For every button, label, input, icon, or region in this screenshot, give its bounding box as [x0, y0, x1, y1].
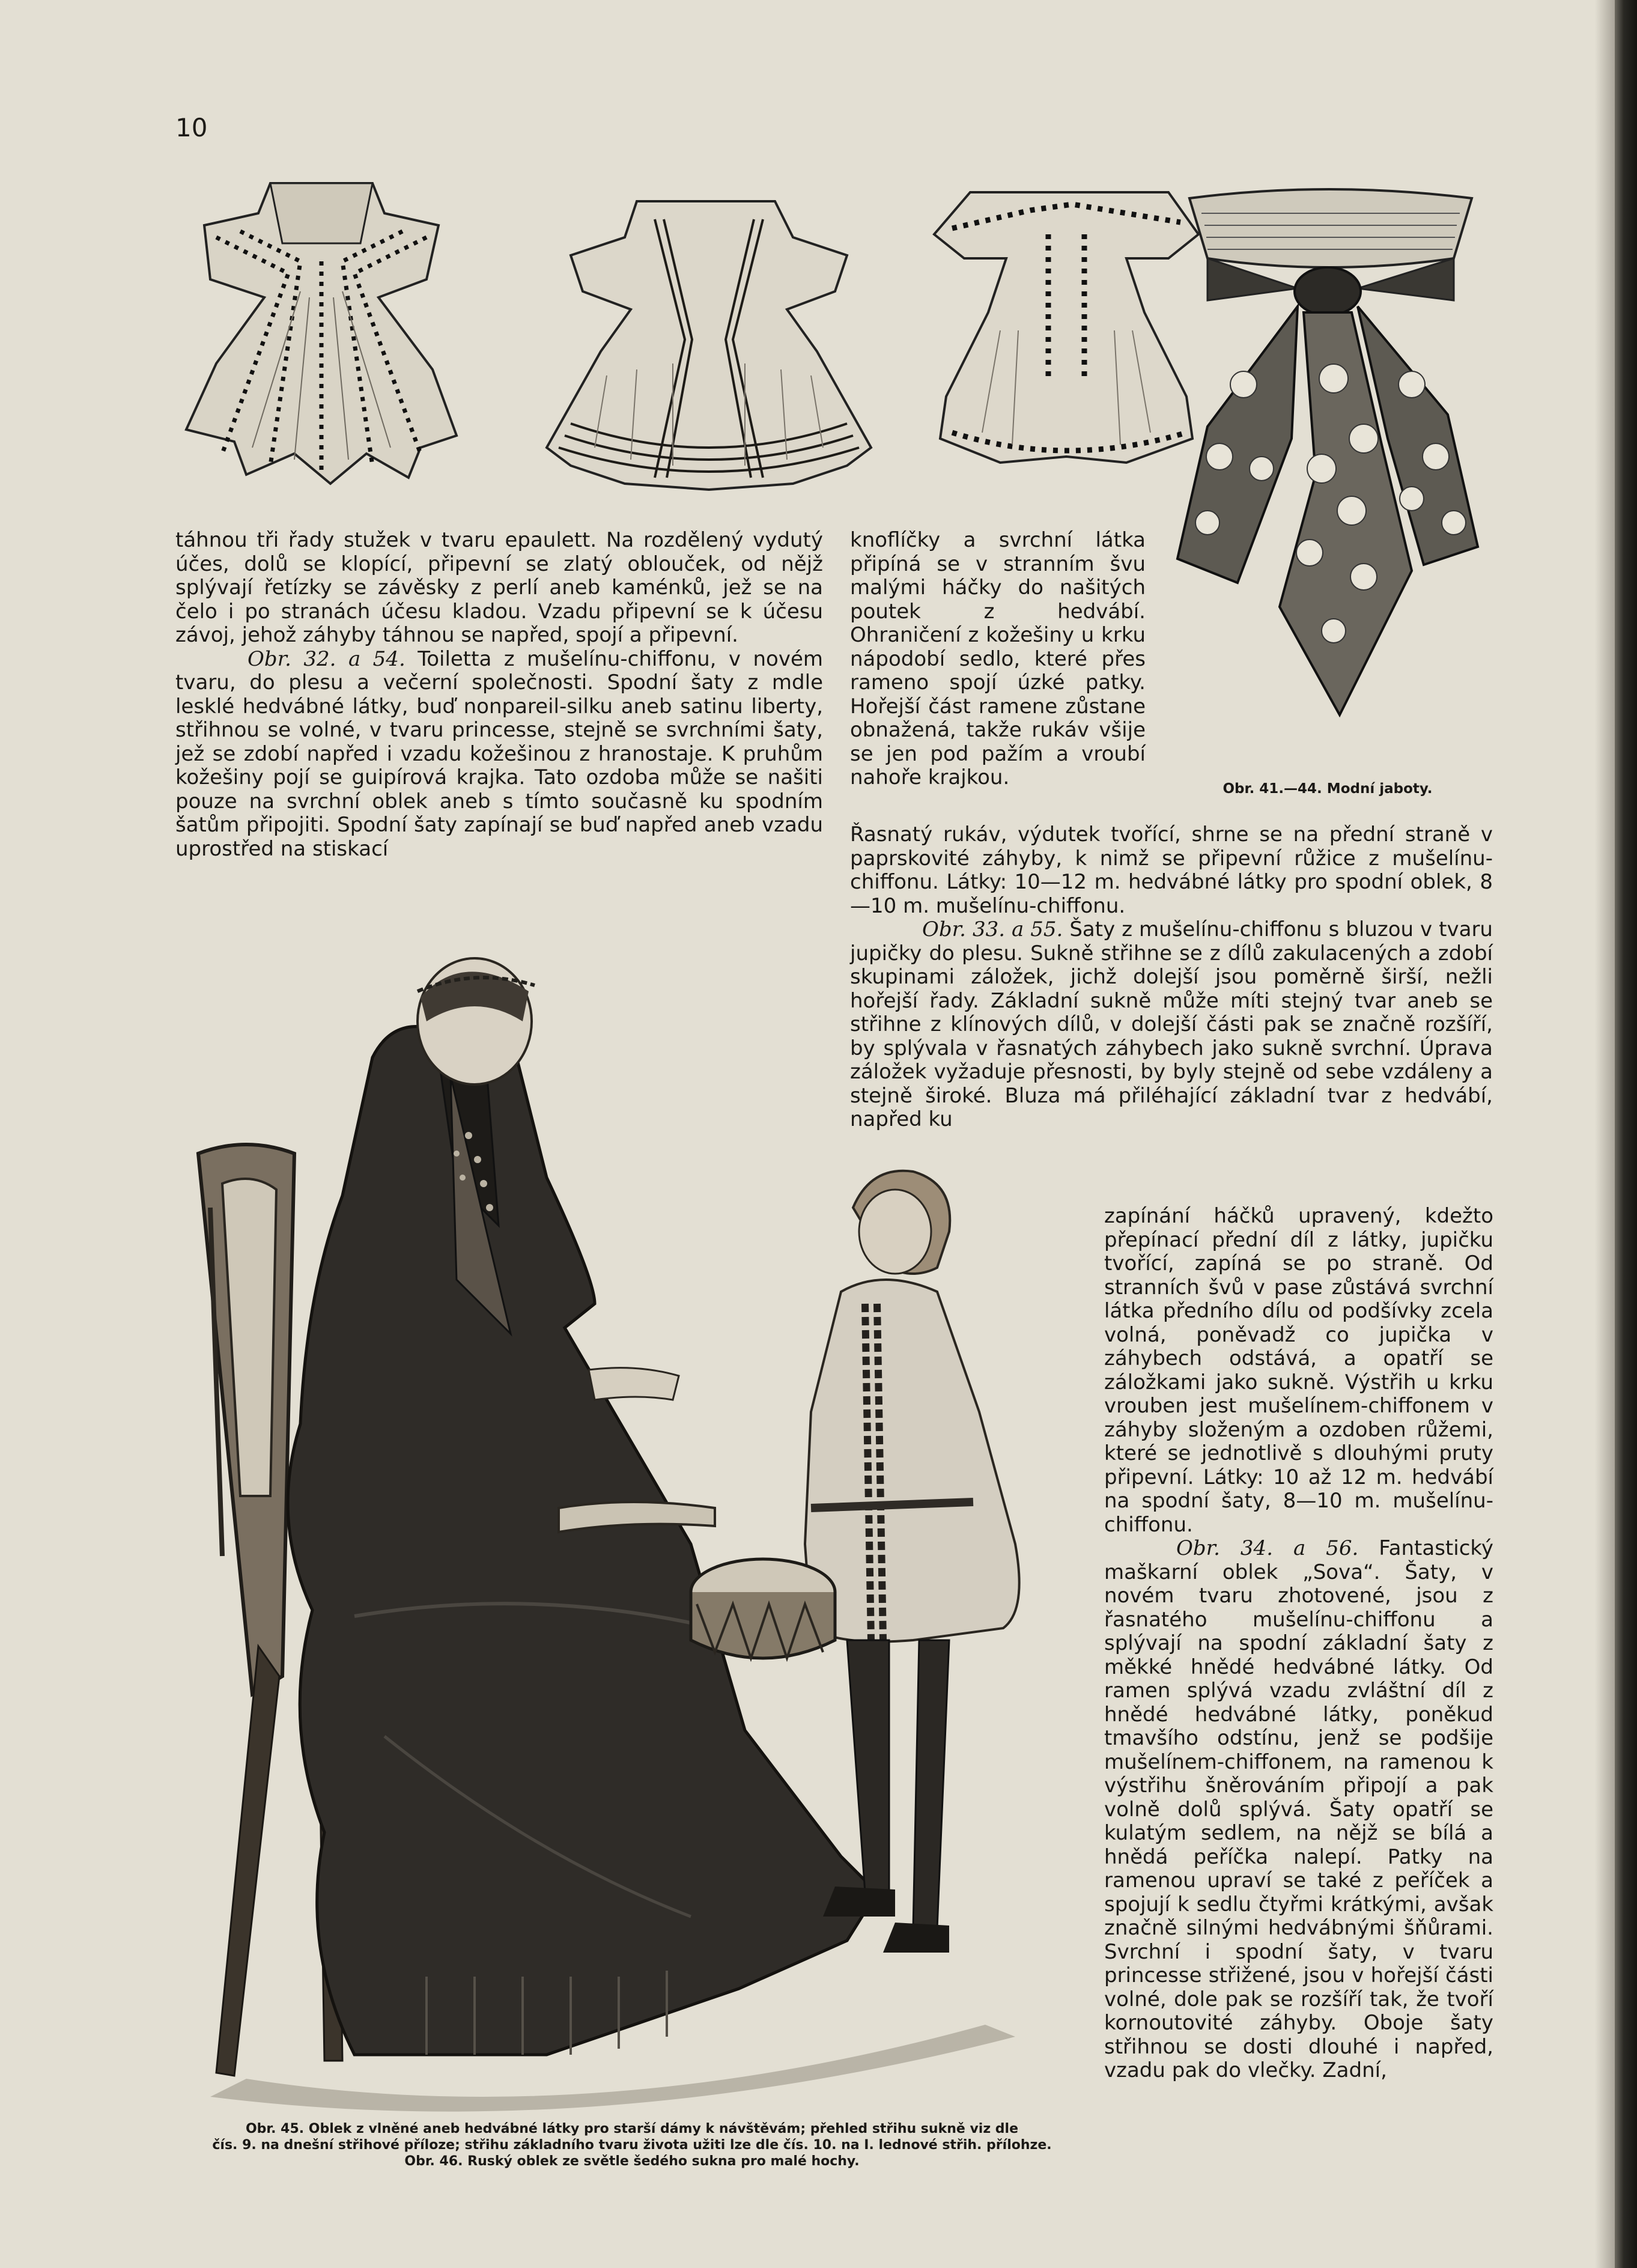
- right-paragraph-2-continued: zapínání háčků upravený, kdežto přepínací přední díl z látky, jupičku tvořící, zapíná se po straně. Od stranních švů v pase zůstává svrchní látka předního dílu od podšívky zcela volná, poněvadž co jupička v záhybech odstává, a opatří se záložkami jako sukně. Výstřih u krku vrouben jest mušelínem-chiffonem v záhyby složeným a ozdoben růžemi, které se jednotlivě s dlouhými pruty připevní. Látky: 10 až 12 m. hedvábí na spodní šaty, 8—10 m. mušelínu-chiffonu.: [1104, 1204, 1493, 1537]
- caption-line-3: Obr. 46. Ruský oblek ze světle šedého sukna pro malé hochy.: [404, 2154, 860, 2169]
- book-binding-edge: [1615, 0, 1637, 2268]
- jabot-illustration-1: [180, 171, 463, 490]
- right-paragraph-1-continued: Řasnatý rukáv, výdutek tvořící, shrne se na přední straně v paprskovité záhyby, k nimž se připevní růžice z mušelínu-chiffonu. Látky: 10—12 m. hedvábné látky pro spodní oblek, 8—10 m. mušelínu-chiffonu.: [850, 822, 1493, 918]
- jabot-illustration-3: [928, 180, 1204, 469]
- page-number: 10: [175, 113, 208, 142]
- jabot-illustration-2: [535, 195, 883, 490]
- caption-line-2: čís. 9. na dnešní střihové příloze; střihu základního tvaru života užiti lze dle čís. 10. na I. lednové střih. přílohze.: [212, 2138, 1052, 2153]
- right-paragraph-3: [1104, 1537, 1493, 2083]
- figure-reference: Obr. 33. a 55.: [922, 917, 1063, 941]
- right-paragraph-2-text: Šaty z mušelínu-chiffonu s bluzou v tvaru jupičky do plesu. Sukně střihne se z dílů zakulacených a zdobí skupinami záložek, jichž dolejší jsou poměrně širší, nežli hořejší řady. Základní sukně může míti stejný tvar aneb se střihne z klínových dílů, v dolejší části pak se značně rozšíří, by splývala v řasnatých záhybech jako sukně svrchní. Úprava záložek vyžaduje přesnosti, by byly stejně od sebe vzdáleny a stejně široké. Bluza má přiléhající základní tvar z hedvábí, napřed ku: [850, 917, 1493, 1131]
- left-paragraph-2-text: Toiletta z mušelínu-chiffonu, v novém tvaru, do plesu a večerní společnosti. Spodní šaty z mdle lesklé hedvábné látky, buď nonpareil-silku aneb satinu liberty, střihnou se volné, v tvaru princesse, stejně se svrchními šaty, jež se zdobí napřed i vzadu kožešinou z hranostaje. K pruhům kožešiny pojí se guipírová krajka. Tato ozdoba může se našiti pouze na svrchní oblek aneb s tímto současně ku spodním šatům připojiti. Spodní šaty zapínají se buď napřed aneb vzadu uprostřed na stiskací: [175, 646, 823, 861]
- jabot-illustration-4: [1171, 186, 1484, 727]
- figure-reference: Obr. 34. a 56.: [1176, 1536, 1359, 1560]
- right-paragraph-3-text: Fantastický maškarní oblek „Sova“. Šaty, v novém tvaru zhotovené, jsou z řasnatého mušelínu-chiffonu a splývají na spodní základní šaty z měkké hnědé hedvábné látky. Od ramen splývá vzadu zvláštní díl z hnědé hedvábné látky, poněkud tmavšího odstínu, jenž se podšije mušelínem-chiffonem, na ramenou k výstřihu šněrováním připojí a pak volně dolů splývá. Šaty opatří se kulatým sedlem, na nějž se bílá a hnědá peříčka nalepí. Patky na ramenou upraví se také z peříček a spojují k sedlu čtyřmi krátkými, avšak značně silnými hedvábnými šňůrami. Svrchní i spodní šaty, v tvaru princesse střižené, jsou v hořejší části volné, dole pak se rozšíří tak, že tvoří kornoutovité záhyby. Oboje šaty střihnou se dosti dlouhé i napřed, vzadu pak do vlečky. Zadní,: [1104, 1536, 1493, 2082]
- right-text-column-top: [850, 529, 1146, 790]
- left-paragraph-2: [175, 648, 823, 862]
- jabots-caption: Obr. 41.—44. Modní jaboty.: [1222, 781, 1433, 797]
- figure-reference: Obr. 32. a 54.: [248, 646, 405, 671]
- caption-line-1: Obr. 45. Oblek z vlněné aneb hedvábné látky pro starší dámy k návštěvám; přehled střihu sukně viz dle: [245, 2121, 1018, 2136]
- page-shadow: [1595, 0, 1615, 2268]
- right-paragraph-1: knoflíčky a svrchní látka připíná se v stranním švu malými háčky do našitých poutek z hedvábí. Ohraničení z kožešiny u krku nápodobí sedlo, které přes rameno spojí úzké patky. Hořejší část ramene zůstane obnažená, takže rukáv všije se jen pod pažím a vroubí nahoře krajkou.: [850, 528, 1146, 789]
- left-text-column: [175, 529, 823, 861]
- illustration-caption: [175, 2121, 1089, 2169]
- right-text-column-bottom: [1104, 1205, 1493, 2083]
- left-paragraph-1: táhnou tři řady stužek v tvaru epaulett. Na rozdělený vydutý účes, dolů se klopící, připevní se zlatý oblouček, od nějž splývají řetízky se závěsky z perlí aneb kaménků, jež se na čelo i po stranách účesu kladou. Vzadu připevní se k účesu závoj, jehož záhyby táhnou se napřed, spojí a připevní.: [175, 528, 823, 647]
- lady-and-child-illustration: [174, 955, 1099, 2109]
